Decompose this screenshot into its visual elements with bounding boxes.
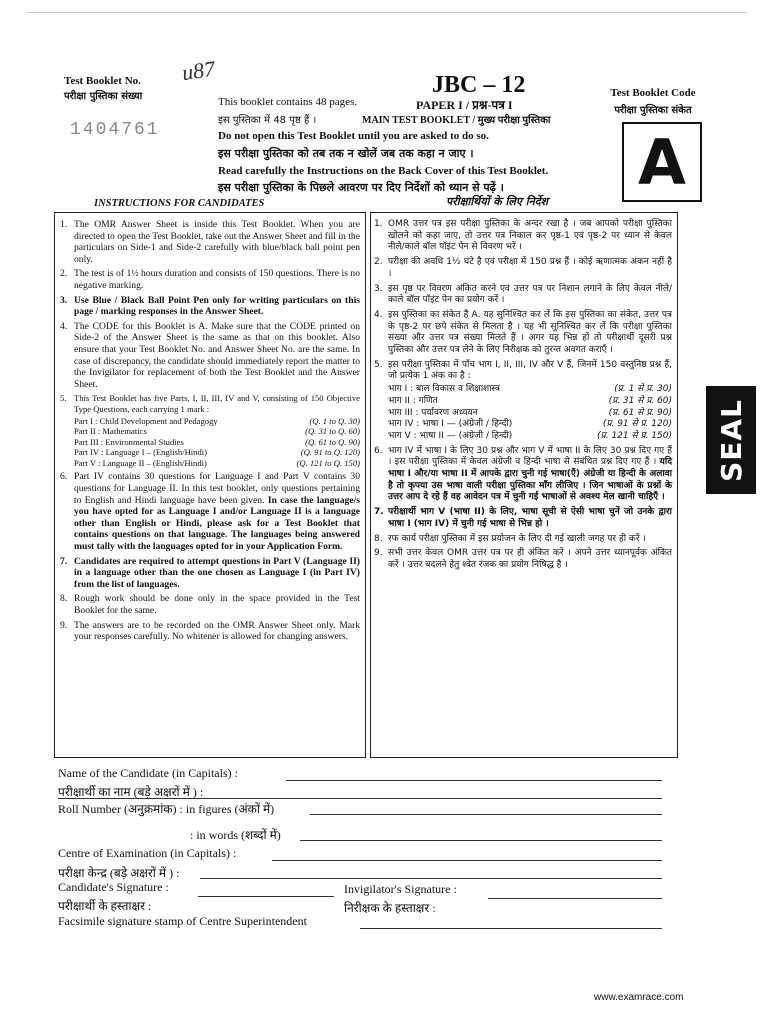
part-range: (Q. 91 to Q. 120) [300,447,360,458]
part-range: (प्र. 61 से प्र. 90) [608,407,672,418]
instruction-item: 3. Use Blue / Black Ball Point Pen only for writing particulars on this page / marking responses in the Answer Sheet. [60,294,360,318]
candidate-signature-line[interactable] [198,896,334,897]
instruction-text: सभी उत्तर केवल OMR उत्तर पत्र पर ही अंकित करें । अपने उत्तर ध्यानपूर्वक अंकित करें । उत्तर बदलने हेतु श्वेत रंजक का प्रयोग निषिद्ध है । [388,548,672,570]
part-name: Part I : Child Development and Pedagogy [74,415,218,426]
name-input-line[interactable] [286,780,662,781]
instruction-text: रफ कार्य परीक्षा पुस्तिका में इस प्रयोजन के लिए दी गई खाली जगह पर ही करें । [388,533,646,544]
pages-info-en: This booklet contains 48 pages. [218,96,358,108]
part-row [388,396,672,408]
instruction-text: Part IV contains 30 questions for Language I and Part V contains 30 questions for Language II. In this test booklet, only questions pertaining to English and Hindi language have been given. [74,471,360,506]
instructions-hi [374,219,672,575]
instructions-heading-en: INSTRUCTIONS FOR CANDIDATES [94,198,265,209]
paper-title: PAPER I / प्रश्न-पत्र I [416,98,513,112]
part-row [74,426,360,437]
booklet-code-label-en: Test Booklet Code [610,87,696,99]
instruction-item: 5. This Test Booklet has five Parts, I, II, III, IV and V, consisting of 150 Objective Type Questions, each carrying 1 mark : Part I : Child Development and Pedagogy (Q. 1 to Q. 30) Part II : Mathematics (Q. 31 to Q. 60) Part III : Environmental Studies (Q. 61 to Q. 90) Part IV : Language I – (English/Hindi) (Q. 91 to Q. 120) Part V : Language II – (English/Hindi) (Q. 121 to Q. 150) [60,393,360,468]
exam-code: JBC – 12 [432,72,526,98]
candidate-signature-label-en: Candidate's Signature : [58,880,169,894]
part-name: भाग V : भाषा II — (अंग्रेजी / हिन्दी) [388,430,513,441]
invigilator-signature-label-hi: निरीक्षक के हस्ताक्षर : [344,901,436,915]
parts-list [388,384,672,443]
top-edge [26,12,746,13]
instruction-item: 1. The OMR Answer Sheet is inside this Test Booklet. When you are directed to open the Test Booklet, take out the Answer Sheet and fill in the particulars on Side-1 and Side-2 carefully with blue/black ball point pen only. [60,219,360,265]
instruction-text: Rough work should be done only in the space provided in the Test Booklet for the same. [74,593,360,616]
instructions-heading-hi: परीक्षार्थियों के लिए निर्देश [446,195,549,208]
part-name: Part II : Mathematics [74,426,147,437]
open-warning-en: Do not open this Test Booklet until you are asked to do so. [218,130,489,142]
instruction-text: Use Blue / Black Ball Point Pen only for writing particulars on this page / marking responses in the Answer Sheet. [74,294,360,318]
part-name: Part IV : Language I – (English/Hindi) [74,447,208,458]
roll-figures-input-line[interactable] [310,814,662,815]
name-label-en: Name of the Candidate (in Capitals) : [58,766,238,780]
part-range: (Q. 31 to Q. 60) [305,426,360,437]
part-row [74,458,360,469]
instruction-item: 6. Part IV contains 30 questions for Language I and Part V contains 30 questions for Language II. In this test booklet, only questions pertaining to English and Hindi language have been given. In case the language/s you have opted for as Language I and/or Language II is a language other than English or Hindi, please ask for a Test Booklet that contains questions on that language. The languages being answered must tally with the languages opted for in your Application Form. [60,471,360,553]
part-name: भाग III : पर्यावरण अध्ययन [388,407,478,418]
part-row [74,416,360,427]
instruction-text: Candidates are required to attempt questions in Part V (Language II) in a language other than the one chosen as Language I (in Part IV) from the list of languages. [74,555,360,590]
instruction-text: इस पुस्तिका का संकेत है A. यह सुनिश्चित कर लें कि इस पुस्तिका का संकेत, उत्तर पत्र के पृष्ठ-2 पर छपे संकेत से मिलता है । यह भी सुनिश्चित कर लें कि परीक्षा पुस्तिका संख्या और उत्तर पत्र संख्या मिलते हैं । अगर यह भिन्न हों तो परीक्षार्थी दूसरी प्रश्न पुस्तिका और उत्तर पत्र लेने के लिए निरीक्षक को तुरन्त अवगत कराएँ । [388,309,672,356]
part-range: (Q. 61 to Q. 90) [305,436,360,447]
facsimile-label: Facsimile signature stamp of Centre Superintendent [58,914,307,928]
instruction-item: 6. भाग IV में भाषा I के लिए 30 प्रश्न और भाग V में भाषा II के लिए 30 प्रश्न दिए गए हैं । इस परीक्षा पुस्तिका में केवल अंग्रेजी व हिन्दी भाषा से संबंधित प्रश्न दिए गए हैं । यदि भाषा I और/या भाषा II में आपके द्वारा चुनी गई भाषा(एँ) अंग्रेजी या हिन्दी के अलावा है तो कृपया उस भाषा वाली परीक्षा पुस्तिका माँग लीजिए । जिन भाषाओं के प्रश्नों के उत्तर आप दे रहे हैं वह आवेदन पत्र में चुनी गई भाषाओं से अवश्य मेल खानी चाहिएँ । [374,445,672,503]
instruction-item: 1. OMR उत्तर पत्र इस परीक्षा पुस्तिका के अन्दर रखा है । जब आपको परीक्षा पुस्तिका खोलने को कहा जाए, तो उत्तर पत्र निकाल कर पृष्ठ-1 एवं पृष्ठ-2 पर ध्यान से केवल नीले/काले बॉल पॉइंट पेन से विवरण भरें । [374,219,672,253]
booklet-code-label [594,84,712,120]
seal-text: SEAL [714,398,748,482]
open-warning-hi: इस परीक्षा पुस्तिका को तब तक न खोलें जब तक कहा न जाए । [218,147,474,160]
booklet-serial-number: 1404761 [70,120,160,140]
part-row [388,431,672,443]
part-name: भाग II : गणित [388,395,438,406]
part-range: (प्र. 1 से प्र. 30) [614,384,672,395]
instruction-item: 9. सभी उत्तर केवल OMR उत्तर पत्र पर ही अंकित करें । अपने उत्तर ध्यानपूर्वक अंकित करें । उत्तर बदलने हेतु श्वेत रंजक का प्रयोग निषिद्ध है । [374,548,672,570]
instruction-text: The CODE for this Booklet is A. Make sure that the CODE printed on Side-2 of the Answer Sheet is the same as that on this booklet. Also ensure that your Test Booklet No. and Answer Sheet No. are the same. In case of discrepancy, the candidate should immediately report the matter to the Invigilator for replacement of both the Test Booklet and the Answer Sheet. [74,320,360,390]
facsimile-line[interactable] [360,928,662,929]
instruction-item: 4. इस पुस्तिका का संकेत है A. यह सुनिश्चित कर लें कि इस पुस्तिका का संकेत, उत्तर पत्र के पृष्ठ-2 पर छपे संकेत से मिलता है । यह भी सुनिश्चित कर लें कि परीक्षा पुस्तिका संख्या और उत्तर पत्र संख्या मिलते हैं । अगर यह भिन्न हों तो परीक्षार्थी दूसरी प्रश्न पुस्तिका और उत्तर पत्र लेने के लिए निरीक्षक को तुरन्त अवगत कराएँ । [374,309,672,356]
instruction-text: OMR उत्तर पत्र इस परीक्षा पुस्तिका के अन्दर रखा है । जब आपको परीक्षा पुस्तिका खोलने को कहा जाए, तो उत्तर पत्र निकाल कर पृष्ठ-1 एवं पृष्ठ-2 पर ध्यान से केवल नीले/काले बॉल पॉइंट पेन से विवरण भरें । [388,219,672,253]
part-range: (Q. 121 to Q. 150) [296,457,360,468]
centre-input-line[interactable] [272,860,662,861]
part-row [388,408,672,420]
part-row [74,437,360,448]
name-label-hi: परीक्षार्थी का नाम (बड़े अक्षरों में ) : [58,785,204,799]
part-name: Part III : Environmental Studies [74,436,184,447]
handwritten-mark: u87 [180,55,217,86]
part-name: भाग I : बाल विकास व शिक्षाशास्त्र [388,384,500,395]
instruction-item: 2. The test is of 1½ hours duration and consists of 150 questions. There is no negative marking. [60,268,360,291]
instruction-item: 2. परीक्षा की अवधि 1½ घंटे है एवं परीक्षा में 150 प्रश्न हैं । कोई ऋणात्मक अंकन नहीं है । [374,257,672,279]
footer-url[interactable]: www.examrace.com [594,992,684,1003]
main-booklet-label: MAIN TEST BOOKLET / मुख्य परीक्षा पुस्तिका [362,115,551,126]
part-row [388,384,672,396]
part-name: भाग IV : भाषा I — (अंग्रेजी / हिन्दी) [388,419,513,430]
instruction-text: इस परीक्षा पुस्तिका में पाँच भाग I, II, III, IV और V हैं, जिनमें 150 वस्तुनिष्ठ प्रश्न हैं, जो प्रत्येक 1 अंक का है : [388,359,672,382]
instruction-text: भाग IV में भाषा I के लिए 30 प्रश्न और भाग V में भाषा II के लिए 30 प्रश्न दिए गए हैं । इस परीक्षा पुस्तिका में केवल अंग्रेजी व हिन्दी भाषा से संबंधित प्रश्न दिए गए हैं । [388,445,672,468]
instruction-text: The answers are to be recorded on the OMR Answer Sheet only. Mark your responses carefully. No whitener is allowed for changing answers. [74,619,360,643]
read-instructions-hi: इस परीक्षा पुस्तिका के पिछले आवरण पर दिए निर्देशों को ध्यान से पढ़ें । [218,181,504,194]
instruction-item: 7. Candidates are required to attempt questions in Part V (Language II) in a language other than the one chosen as Language I (in Part IV) from the list of languages. [60,555,360,590]
invigilator-signature-line[interactable] [488,898,662,899]
read-instructions-en: Read carefully the Instructions on the Back Cover of this Test Booklet. [218,165,549,177]
instruction-text: परीक्षा की अवधि 1½ घंटे है एवं परीक्षा में 150 प्रश्न हैं । कोई ऋणात्मक अंकन नहीं है । [388,257,672,279]
instruction-text-bold: यदि भाषा I और/या भाषा II में आपके द्वारा चुनी गई भाषा(एँ) अंग्रेजी या हिन्दी के अलावा है तो कृपया उस भाषा वाली परीक्षा पुस्तिका माँग लीजिए । जिन भाषाओं के प्रश्नों के उत्तर आप दे रहे हैं वह आवेदन पत्र में चुनी गई भाषाओं से अवश्य मेल खानी चाहिएँ । [388,457,672,503]
candidate-signature-label-hi: परीक्षार्थी के हस्ताक्षर : [58,899,152,913]
part-row [388,419,672,431]
part-range: (प्र. 31 से प्र. 60) [608,395,672,406]
roll-words-label: : in words (शब्दों में) [190,828,281,842]
part-range: (प्र. 121 से प्र. 150) [597,430,672,441]
seal-stamp [706,386,756,494]
centre-label-en: Centre of Examination (in Capitals) : [58,846,237,860]
centre-label-hi: परीक्षा केन्द्र (बड़े अक्षरों में ) : [58,866,180,880]
parts-list [74,416,360,469]
centre-input-line-2[interactable] [200,878,662,879]
roll-number-label: Roll Number (अनुक्रमांक) : in figures (अंकों में) [58,802,275,816]
invigilator-signature-label-en: Invigilator's Signature : [344,882,457,896]
instruction-item: 8. Rough work should be done only in the space provided in the Test Booklet for the same. [60,593,360,616]
instruction-text: The test is of 1½ hours duration and consists of 150 questions. There is no negative marking. [74,268,360,291]
instruction-text: This Test Booklet has five Parts, I, II, III, IV and V, consisting of 150 Objective Type Questions, each carrying 1 mark : [74,393,360,414]
part-range: (प्र. 91 से प्र. 120) [602,419,672,430]
part-row [74,447,360,458]
instruction-item: 7. परीक्षार्थी भाग V (भाषा II) के लिए, भाषा सूची से ऐसी भाषा चुनें जो उनके द्वारा भाषा I (भाग IV) में चुनी गई भाषा से भिन्न हो । [374,507,672,529]
booklet-code-label-hi: परीक्षा पुस्तिका संकेत [614,105,692,116]
part-range: (Q. 1 to Q. 30) [309,415,360,426]
instruction-item: 9. The answers are to be recorded on the OMR Answer Sheet only. Mark your responses carefully. No whitener is allowed for changing answers. [60,619,360,643]
instruction-item: 8. रफ कार्य परीक्षा पुस्तिका में इस प्रयोजन के लिए दी गई खाली जगह पर ही करें । [374,534,672,546]
name-input-line-2[interactable] [58,798,662,799]
instruction-text: परीक्षार्थी भाग V (भाषा II) के लिए, भाषा सूची से ऐसी भाषा चुनें जो उनके द्वारा भाषा I (भाग IV) में चुनी गई भाषा से भिन्न हो । [388,507,672,529]
booklet-number-label [64,74,142,104]
instructions-en [60,219,360,646]
booklet-code-box: A [622,122,702,202]
instruction-item: 5. इस परीक्षा पुस्तिका में पाँच भाग I, II, III, IV और V हैं, जिनमें 150 वस्तुनिष्ठ प्रश्न हैं, जो प्रत्येक 1 अंक का है : भाग I : बाल विकास व शिक्षाशास्त्र (प्र. 1 से प्र. 30) भाग II : गणित (प्र. 31 से प्र. 60) भाग III : पर्यावरण अध्ययन (प्र. 61 से प्र. 90) भाग IV : भाषा I — (अंग्रेजी / हिन्दी) (प्र. 91 से प्र. 120) भाग V : भाषा II — (अंग्रेजी / हिन्दी) (प्र. 121 से प्र. 150) [374,359,672,441]
instruction-text: The OMR Answer Sheet is inside this Test Booklet. When you are directed to open the Test Booklet, take out the Answer Sheet and fill in the particulars on Side-1 and Side-2 carefully with blue/black ball point pen only. [74,219,360,265]
instruction-item: 4. The CODE for this Booklet is A. Make sure that the CODE printed on Side-2 of the Answer Sheet is the same as that on this booklet. Also ensure that your Test Booklet No. and Answer Sheet No. are the same. In case of discrepancy, the candidate should immediately report the matter to the Invigilator for replacement of both the Test Booklet and the Answer Sheet. [60,320,360,390]
instruction-text-bold: In case the language/s you have opted for as Language I and/or Language II is a language other than English or Hindi, please ask for a Test Booklet that contains questions on that language. The languages being answered must tally with the languages opted for in your Application Form. [74,494,360,553]
instruction-text: इस पृष्ठ पर विवरण अंकित करने एवं उत्तर पत्र पर निशान लगाने के लिए केवल नीले/काले बॉल पॉइंट पेन का प्रयोग करें । [388,283,672,306]
roll-words-input-line[interactable] [300,840,662,841]
pages-info-hi: इस पुस्तिका में 48 पृष्ठ हैं । [218,115,317,126]
instruction-item: 3. इस पृष्ठ पर विवरण अंकित करने एवं उत्तर पत्र पर निशान लगाने के लिए केवल नीले/काले बॉल पॉइंट पेन का प्रयोग करें । [374,283,672,306]
booklet-number-label-hi: परीक्षा पुस्तिका संख्या [64,91,143,102]
part-name: Part V : Language II – (English/Hindi) [74,457,207,468]
booklet-number-label-en: Test Booklet No. [64,75,141,87]
